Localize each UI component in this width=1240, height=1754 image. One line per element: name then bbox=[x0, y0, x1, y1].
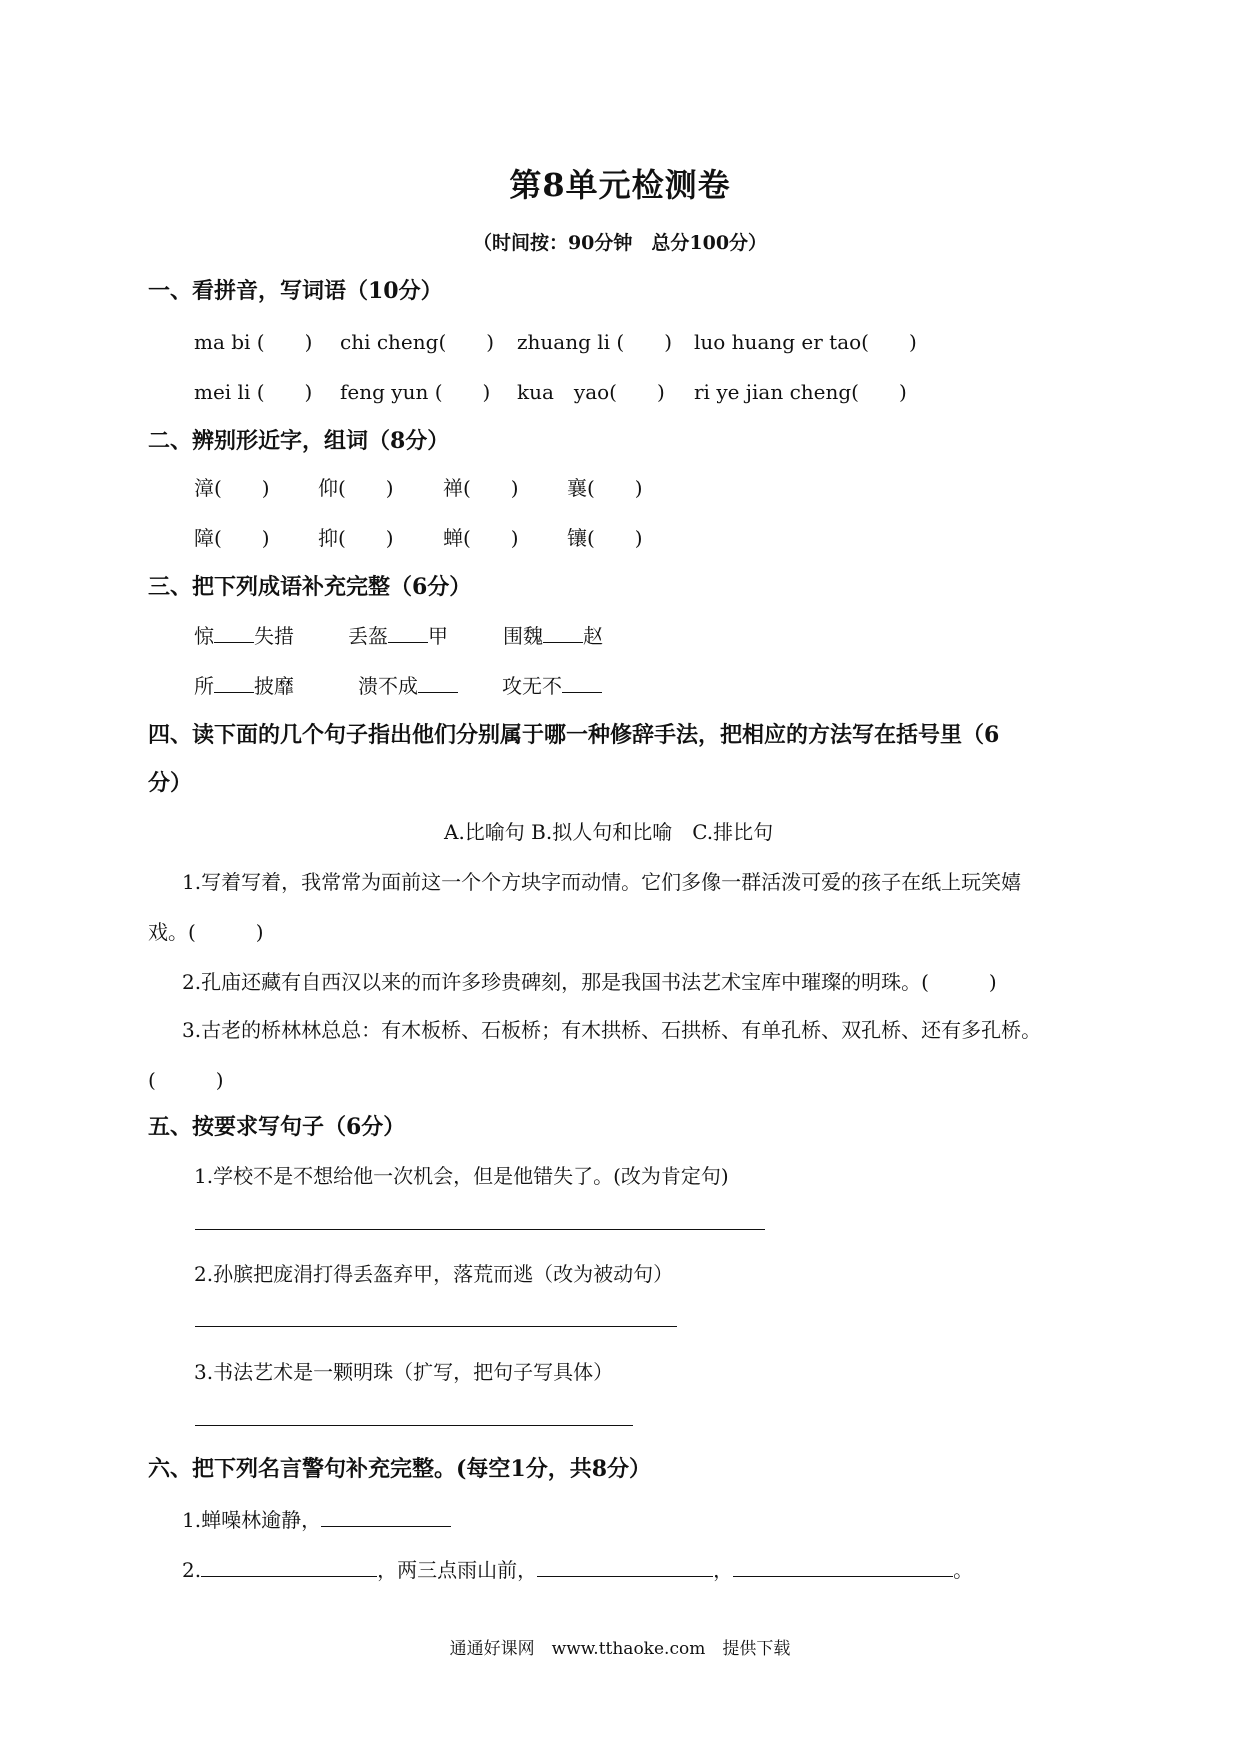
question-3: 3.古老的桥林林总总：有木板桥、石板桥；有木拱桥、石拱桥、有单孔桥、双孔桥、还有多孔桥。 bbox=[182, 1018, 1042, 1042]
idiom-item bbox=[503, 620, 603, 649]
quote-text: 1.蝉噪林逾静， bbox=[182, 1508, 322, 1532]
footer-source: 通通好课网 www.tthaoke.com 提供下载 bbox=[449, 1639, 791, 1659]
idiom-part: 所 bbox=[194, 674, 214, 698]
answer-line[interactable] bbox=[195, 1229, 765, 1230]
char-item: 镶( ) bbox=[567, 526, 643, 550]
idiom-part: 披靡 bbox=[254, 674, 294, 698]
idiom-part: 攻无不 bbox=[502, 674, 562, 698]
quote-text: ，两三点雨山前， bbox=[377, 1558, 538, 1582]
idiom-item bbox=[348, 620, 448, 649]
question-3-cont: ( ) bbox=[148, 1068, 224, 1092]
idiom-part: 甲 bbox=[428, 624, 448, 648]
section-4-heading: 四、读下面的几个句子指出他们分别属于哪一种修辞手法，把相应的方法写在括号里（6 bbox=[148, 722, 1000, 748]
pinyin-item: chi cheng( ) bbox=[340, 330, 495, 354]
pinyin-item: feng yun ( ) bbox=[340, 380, 491, 404]
section-4-heading-cont: 分） bbox=[148, 770, 193, 796]
rewrite-question-2: 2.孙膑把庞涓打得丢盔弃甲，落荒而逃（改为被动句） bbox=[194, 1262, 674, 1286]
idiom-part: 溃不成 bbox=[358, 674, 418, 698]
question-1-cont: 戏。( ) bbox=[148, 920, 264, 944]
quote-text: 2. bbox=[182, 1558, 202, 1582]
idiom-part: 惊 bbox=[194, 624, 214, 648]
char-item: 蝉( ) bbox=[443, 526, 519, 550]
quote-question-1 bbox=[182, 1504, 451, 1533]
pinyin-item: luo huang er tao( ) bbox=[694, 330, 917, 354]
idiom-item bbox=[194, 670, 294, 699]
pinyin-item: mei li ( ) bbox=[194, 380, 313, 404]
fill-blank[interactable] bbox=[201, 1556, 377, 1577]
question-1: 1.写着写着，我常常为面前这一个个方块字而动情。它们多像一群活泼可爱的孩子在纸上玩笑嬉 bbox=[182, 870, 1022, 894]
fill-blank[interactable] bbox=[418, 672, 458, 693]
section-5-heading: 五、按要求写句子（6分） bbox=[148, 1114, 406, 1140]
pinyin-item: ma bi ( ) bbox=[194, 330, 313, 354]
question-2: 2.孔庙还藏有自西汉以来的而许多珍贵碑刻，那是我国书法艺术宝库中璀璨的明珠。( ) bbox=[182, 970, 997, 994]
rewrite-question-1: 1.学校不是不想给他一次机会，但是他错失了。(改为肯定句) bbox=[194, 1164, 729, 1188]
char-item: 仰( ) bbox=[318, 476, 394, 500]
idiom-item bbox=[194, 620, 294, 649]
idiom-part: 围魏 bbox=[503, 624, 543, 648]
pinyin-item: ri ye jian cheng( ) bbox=[694, 380, 907, 404]
fill-blank[interactable] bbox=[388, 622, 428, 643]
char-item: 禅( ) bbox=[443, 476, 519, 500]
fill-blank[interactable] bbox=[562, 672, 602, 693]
quote-question-2 bbox=[182, 1554, 973, 1583]
section-6-heading: 六、把下列名言警句补充完整。(每空1分，共8分） bbox=[148, 1456, 652, 1482]
section-2-heading: 二、辨别形近字，组词（8分） bbox=[148, 428, 450, 454]
quote-text: ， bbox=[713, 1558, 734, 1582]
idiom-part: 赵 bbox=[583, 624, 603, 648]
exam-info: （时间按：90分钟 总分100分） bbox=[472, 232, 768, 254]
fill-blank[interactable] bbox=[321, 1506, 451, 1527]
fill-blank[interactable] bbox=[543, 622, 583, 643]
pinyin-item: kua yao( ) bbox=[517, 380, 665, 404]
idiom-part: 失措 bbox=[254, 624, 294, 648]
section-1-heading: 一、看拼音，写词语（10分） bbox=[148, 278, 443, 304]
fill-blank[interactable] bbox=[214, 622, 254, 643]
fill-blank[interactable] bbox=[537, 1556, 713, 1577]
pinyin-item: zhuang li ( ) bbox=[517, 330, 673, 354]
quote-text: 。 bbox=[953, 1558, 974, 1582]
idiom-item bbox=[358, 670, 458, 699]
char-item: 障( ) bbox=[194, 526, 270, 550]
idiom-part: 丢盔 bbox=[348, 624, 388, 648]
section-3-heading: 三、把下列成语补充完整（6分） bbox=[148, 574, 472, 600]
char-item: 漳( ) bbox=[194, 476, 270, 500]
char-item: 襄( ) bbox=[567, 476, 643, 500]
answer-line[interactable] bbox=[195, 1425, 633, 1426]
fill-blank[interactable] bbox=[214, 672, 254, 693]
answer-options: A.比喻句 B.拟人句和比喻 C.排比句 bbox=[444, 820, 774, 844]
answer-line[interactable] bbox=[195, 1326, 677, 1327]
page-title: 第8单元检测卷 bbox=[509, 166, 731, 204]
fill-blank[interactable] bbox=[733, 1556, 953, 1577]
char-item: 抑( ) bbox=[318, 526, 394, 550]
rewrite-question-3: 3.书法艺术是一颗明珠（扩写，把句子写具体） bbox=[194, 1360, 614, 1384]
idiom-item bbox=[502, 670, 602, 699]
